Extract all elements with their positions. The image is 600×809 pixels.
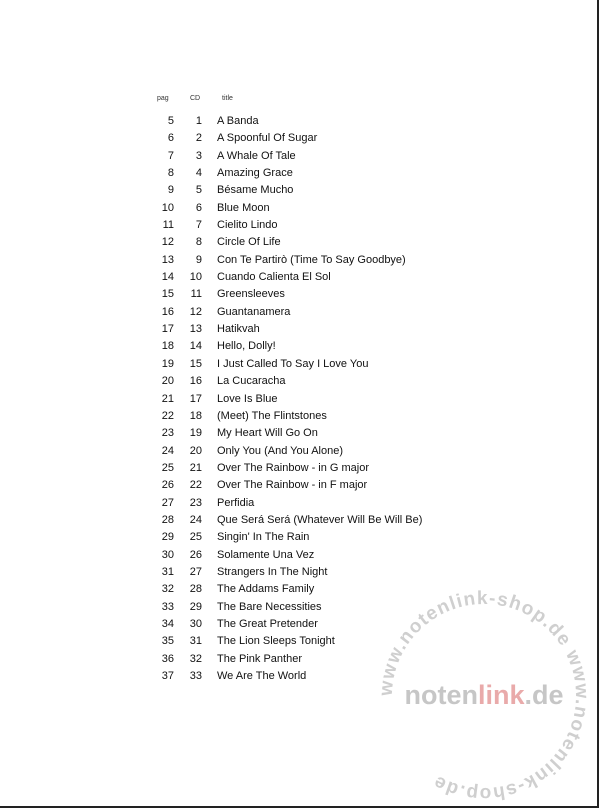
toc-row [0, 549, 599, 566]
cd-track-number: 8 [195, 236, 202, 249]
song-title: Blue Moon [217, 201, 270, 214]
toc-row [0, 184, 599, 201]
page-number: 13 [161, 253, 174, 266]
page-number: 35 [161, 635, 174, 648]
header-cd: CD [190, 95, 201, 102]
song-title: A Banda [217, 115, 259, 127]
toc-row [0, 340, 599, 357]
page-number: 33 [161, 600, 174, 613]
toc-row [0, 202, 599, 219]
song-title: Solamente Una Vez [217, 548, 315, 561]
toc-row [0, 150, 599, 167]
page-number: 37 [161, 670, 174, 682]
page-number: 9 [167, 184, 174, 197]
watermark-ring-text: www.notenlink-shop.de www.notenlink-shop.de [376, 588, 592, 804]
cd-track-number: 13 [189, 323, 202, 336]
cd-track-number: 11 [190, 288, 202, 301]
toc-row [0, 566, 599, 583]
cd-track-number: 32 [189, 652, 202, 665]
toc-row [0, 271, 599, 288]
page-number: 21 [161, 392, 174, 405]
cd-track-number: 14 [189, 340, 202, 353]
page-number: 14 [161, 271, 174, 284]
toc-row [0, 115, 599, 132]
song-title: Perfidia [217, 496, 255, 509]
song-title: A Whale Of Tale [217, 149, 296, 162]
cd-track-number: 3 [195, 149, 202, 162]
toc-row [0, 254, 599, 271]
song-title: I Just Called To Say I Love You [217, 357, 369, 370]
song-title: Guantanamera [217, 305, 291, 318]
cd-track-number: 2 [195, 132, 202, 145]
song-title: Circle Of Life [217, 236, 281, 249]
cd-track-number: 17 [189, 392, 202, 405]
cd-track-number: 31 [189, 635, 202, 648]
cd-track-number: 26 [189, 548, 202, 561]
page-number: 30 [161, 548, 174, 561]
cd-track-number: 10 [189, 271, 202, 284]
page-number: 29 [161, 531, 174, 544]
toc-row [0, 288, 599, 305]
page-number: 23 [161, 427, 174, 440]
song-title: The Great Pretender [217, 617, 318, 630]
toc-row [0, 479, 599, 496]
header-title: title [222, 95, 233, 102]
page-number: 32 [161, 583, 174, 596]
cd-track-number: 22 [189, 479, 202, 492]
page-number: 27 [161, 496, 174, 509]
cd-track-number: 21 [189, 461, 202, 474]
page-number: 19 [161, 357, 174, 370]
page-number: 22 [161, 409, 174, 422]
song-title: Amazing Grace [217, 167, 293, 180]
song-title: Singin' In The Rain [217, 531, 310, 544]
cd-track-number: 4 [195, 167, 202, 180]
toc-row [0, 236, 599, 253]
cd-track-number: 30 [189, 617, 202, 630]
page-number: 24 [161, 444, 174, 457]
cd-track-number: 6 [195, 201, 202, 214]
page-number: 25 [161, 461, 174, 474]
cd-track-number: 7 [195, 219, 202, 232]
page-number: 31 [161, 565, 174, 578]
cd-track-number: 12 [189, 305, 202, 318]
toc-row [0, 393, 599, 410]
toc-row [0, 306, 599, 323]
page-number: 17 [161, 323, 174, 336]
song-title: The Bare Necessities [217, 600, 322, 613]
cd-track-number: 19 [189, 427, 202, 440]
song-title: Only You (And You Alone) [217, 444, 343, 457]
song-title: We Are The World [217, 670, 307, 682]
cd-track-number: 5 [195, 184, 202, 197]
song-title: Over The Rainbow - in G major [217, 461, 370, 474]
cd-track-number: 20 [189, 444, 202, 457]
song-title: Strangers In The Night [217, 565, 328, 578]
cd-track-number: 23 [189, 496, 202, 509]
song-title: Que Será Será (Whatever Will Be Will Be) [217, 513, 423, 526]
column-headers [0, 95, 599, 107]
page-number: 20 [161, 375, 174, 388]
page-number: 15 [161, 288, 174, 301]
toc-row [0, 323, 599, 340]
toc-row [0, 445, 599, 462]
cd-track-number: 33 [189, 670, 202, 682]
watermark-center-text: notenlink.de [404, 680, 564, 710]
toc-row [0, 375, 599, 392]
page-number: 26 [161, 479, 174, 492]
cd-track-number: 15 [189, 357, 202, 370]
song-title: The Addams Family [217, 583, 315, 596]
toc-row [0, 358, 599, 375]
song-title: Love Is Blue [217, 392, 278, 405]
page-number: 11 [162, 219, 174, 232]
song-title: Cielito Lindo [217, 219, 278, 232]
toc-row [0, 497, 599, 514]
toc-row [0, 514, 599, 531]
cd-track-number: 29 [189, 600, 202, 613]
page-number: 34 [161, 617, 174, 630]
page-number: 10 [161, 201, 174, 214]
cd-track-number: 9 [195, 253, 202, 266]
page-number: 16 [161, 305, 174, 318]
song-title: (Meet) The Flintstones [217, 409, 327, 422]
song-title: Greensleeves [217, 288, 285, 301]
song-title: The Pink Panther [217, 652, 302, 665]
song-title: My Heart Will Go On [217, 427, 318, 440]
page-number: 6 [167, 132, 174, 145]
toc-row [0, 427, 599, 444]
notenlink-watermark-stamp [376, 588, 592, 804]
page-number: 12 [161, 236, 174, 249]
toc-row [0, 219, 599, 236]
cd-track-number: 16 [189, 375, 202, 388]
song-title: Bésame Mucho [217, 184, 294, 197]
toc-row [0, 531, 599, 548]
cd-track-number: 28 [189, 583, 202, 596]
song-title: Hello, Dolly! [217, 340, 276, 353]
song-title: Cuando Calienta El Sol [217, 271, 331, 284]
page-number: 8 [167, 167, 174, 180]
song-title: Hatikvah [217, 323, 260, 336]
cd-track-number: 1 [195, 115, 202, 127]
toc-row [0, 410, 599, 427]
song-title: A Spoonful Of Sugar [217, 132, 318, 145]
page-number: 18 [161, 340, 174, 353]
song-title: Over The Rainbow - in F major [217, 479, 368, 492]
cd-track-number: 18 [189, 409, 202, 422]
song-title: Con Te Partirò (Time To Say Goodbye) [217, 253, 406, 266]
page-number: 5 [167, 115, 174, 127]
cd-track-number: 25 [189, 531, 202, 544]
toc-row [0, 462, 599, 479]
page-number: 7 [167, 149, 174, 162]
song-title: La Cucaracha [217, 375, 286, 388]
header-pag: pag [157, 95, 169, 102]
page-number: 28 [161, 513, 174, 526]
cd-track-number: 27 [189, 565, 202, 578]
cd-track-number: 24 [189, 513, 202, 526]
toc-row [0, 167, 599, 184]
song-title: The Lion Sleeps Tonight [217, 635, 335, 648]
page-number: 36 [161, 652, 174, 665]
toc-row [0, 132, 599, 149]
